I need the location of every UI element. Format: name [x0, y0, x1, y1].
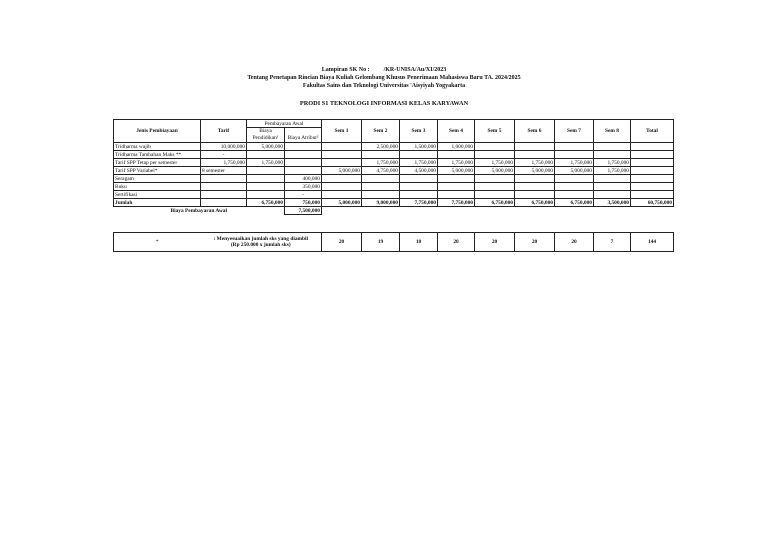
row-tarif: [201, 183, 247, 191]
row-sem-8: 1,750,000: [594, 159, 631, 167]
row-tarif: 10,000,000: [201, 143, 247, 151]
lampiran-label: Lampiran SK No :: [321, 67, 370, 73]
sks-table: [113, 232, 674, 252]
header-sem-2: Sem 2: [362, 120, 400, 143]
row-biaya-atribut: 350,000: [285, 183, 322, 191]
biaya-awal-value: 7,500,000: [285, 207, 322, 215]
row-sem-5: 5,000,000: [475, 167, 515, 175]
row-sem-7: 5,000,000: [555, 167, 594, 175]
row-sem-3: [400, 151, 438, 159]
jumlah-sem-6: 6,750,000: [515, 199, 555, 207]
jumlah-sem-2: 9,000,000: [362, 199, 400, 207]
fee-row: [114, 159, 674, 167]
row-sem-8: [594, 151, 631, 159]
row-total: [631, 159, 674, 167]
program-title: PRODI S1 TEKNOLOGI INFORMASI KELAS KARYAWAN: [299, 100, 469, 107]
row-sem-8: [594, 183, 631, 191]
row-label: Tarif SPP Tetap per semester: [114, 159, 201, 167]
fee-row: [114, 183, 674, 191]
sks-sem-3: 18: [400, 233, 438, 252]
jumlah-total: 60,750,000: [631, 199, 674, 207]
sks-note: [201, 233, 322, 252]
row-sem-3: 4,500,000: [400, 167, 438, 175]
row-sem-4: [438, 191, 475, 199]
sks-note-line-1: : Menyesuaikan jumlah sks yang diambil: [213, 235, 309, 242]
row-total: [631, 175, 674, 183]
row-sem-5: [475, 191, 515, 199]
header-biaya-pendidikan: Biaya Pendidikan¹: [247, 128, 285, 143]
header-sem-1: Sem 1: [322, 120, 362, 143]
row-sem-7: [555, 191, 594, 199]
header-pembayaran-awal: Pembayaran Awal: [247, 120, 322, 128]
sks-sem-7: 20: [555, 233, 594, 252]
row-tarif: 8 semester: [201, 167, 247, 175]
jumlah-ba: 750,000: [285, 199, 322, 207]
row-sem-6: 5,000,000: [515, 167, 555, 175]
row-sem-3: 1,750,000: [400, 159, 438, 167]
header-tarif: Tarif: [201, 120, 247, 143]
fee-rows: [114, 143, 674, 199]
row-sem-7: [555, 183, 594, 191]
row-sem-1: [322, 151, 362, 159]
row-total: [631, 183, 674, 191]
row-sem-4: 1,750,000: [438, 159, 475, 167]
header-total: Total: [631, 120, 674, 143]
lampiran-line: [0, 66, 768, 74]
row-tarif: [201, 175, 247, 183]
header-jenis: Jenis Pembiayaan: [114, 120, 201, 143]
sks-sem-8: 7: [594, 233, 631, 252]
row-biaya-atribut: [285, 143, 322, 151]
header-sem-3: Sem 3: [400, 120, 438, 143]
jumlah-sem-4: 7,750,000: [438, 199, 475, 207]
row-sem-5: [475, 175, 515, 183]
row-biaya-atribut: [285, 167, 322, 175]
row-total: [631, 191, 674, 199]
document-subtitle: Tentang Penetapan Rincian Biaya Kuliah Gelombang Khusus Penerimaan Mahasiswa Baru TA. 2024/2025: [247, 75, 521, 81]
row-sem-4: [438, 183, 475, 191]
row-sem-3: [400, 191, 438, 199]
row-sem-4: [438, 151, 475, 159]
row-tarif: [201, 191, 247, 199]
row-sem-7: 1,750,000: [555, 159, 594, 167]
sks-row: [114, 233, 674, 252]
row-biaya-pendidikan: [247, 151, 285, 159]
jumlah-label: Jumlah: [114, 199, 201, 207]
row-sem-8: [594, 191, 631, 199]
row-tarif: -: [201, 151, 247, 159]
row-sem-5: 1,750,000: [475, 159, 515, 167]
row-sem-7: [555, 151, 594, 159]
row-sem-4: 1,000,000: [438, 143, 475, 151]
row-biaya-atribut: -: [285, 191, 322, 199]
header-sem-5: Sem 5: [475, 120, 515, 143]
row-tarif: 1,750,000: [201, 159, 247, 167]
jumlah-sem-7: 6,750,000: [555, 199, 594, 207]
row-sem-2: [362, 183, 400, 191]
fee-row: [114, 151, 674, 159]
row-sem-2: 1,750,000: [362, 159, 400, 167]
header-sem-4: Sem 4: [438, 120, 475, 143]
jumlah-sem-1: 5,000,000: [322, 199, 362, 207]
row-sem-1: [322, 175, 362, 183]
row-biaya-pendidikan: [247, 191, 285, 199]
row-label: Tridharma wajib: [114, 143, 201, 151]
jumlah-sem-5: 6,750,000: [475, 199, 515, 207]
row-biaya-pendidikan: 1,750,000: [247, 159, 285, 167]
header-sem-6: Sem 6: [515, 120, 555, 143]
sks-sem-6: 20: [515, 233, 555, 252]
row-label: Seragam: [114, 175, 201, 183]
row-sem-5: [475, 143, 515, 151]
row-sem-6: 1,750,000: [515, 159, 555, 167]
row-sem-6: [515, 175, 555, 183]
sks-total: 144: [631, 233, 674, 252]
row-sem-6: [515, 191, 555, 199]
row-sem-2: [362, 191, 400, 199]
row-sem-7: [555, 175, 594, 183]
biaya-awal-label: Biaya Pembayaran Awal: [114, 207, 285, 215]
header-biaya-atribut: Biaya Atribut²: [285, 133, 322, 142]
row-sem-4: 5,000,000: [438, 167, 475, 175]
sks-sem-2: 19: [362, 233, 400, 252]
fee-table: [113, 119, 674, 215]
row-sem-3: 1,500,000: [400, 143, 438, 151]
header-sem-8: Sem 8: [594, 120, 631, 143]
row-sem-1: 5,000,000: [322, 167, 362, 175]
fee-row: [114, 191, 674, 199]
fee-row: [114, 167, 674, 175]
sk-number: /KR-UNISA/Au/XI/2023: [383, 67, 447, 73]
sks-marker: *: [114, 233, 201, 252]
row-biaya-pendidikan: [247, 167, 285, 175]
jumlah-sem-8: 3,500,000: [594, 199, 631, 207]
row-sem-2: 4,750,000: [362, 167, 400, 175]
sks-sem-5: 20: [475, 233, 515, 252]
row-sem-6: [515, 183, 555, 191]
fee-row: [114, 143, 674, 151]
row-label: Sertifikasi: [114, 191, 201, 199]
row-sem-2: 2,500,000: [362, 143, 400, 151]
biaya-awal-row: [114, 207, 674, 215]
row-sem-2: [362, 175, 400, 183]
sks-sem-4: 20: [438, 233, 475, 252]
header-sem-7: Sem 7: [555, 120, 594, 143]
row-sem-5: [475, 183, 515, 191]
row-sem-4: [438, 175, 475, 183]
row-sem-7: [555, 143, 594, 151]
row-total: [631, 167, 674, 175]
row-biaya-atribut: 400,000: [285, 175, 322, 183]
fee-row: [114, 175, 674, 183]
jumlah-bp: 6,750,000: [247, 199, 285, 207]
row-sem-5: [475, 151, 515, 159]
row-sem-1: [322, 183, 362, 191]
row-label: Tridharma Tambahan Maks **: [114, 151, 201, 159]
row-sem-1: [322, 191, 362, 199]
row-sem-8: 1,750,000: [594, 167, 631, 175]
row-sem-6: [515, 143, 555, 151]
row-biaya-pendidikan: [247, 183, 285, 191]
row-biaya-pendidikan: 5,000,000: [247, 143, 285, 151]
row-biaya-atribut: [285, 151, 322, 159]
jumlah-row: [114, 199, 674, 207]
row-sem-1: [322, 143, 362, 151]
sks-sem-1: 20: [322, 233, 362, 252]
sks-note-line-2: (Rp 250.000 x jumlah sks): [230, 242, 291, 248]
row-sem-3: [400, 175, 438, 183]
jumlah-sem-3: 7,750,000: [400, 199, 438, 207]
row-sem-8: [594, 143, 631, 151]
row-sem-1: [322, 159, 362, 167]
row-sem-2: [362, 151, 400, 159]
row-sem-3: [400, 183, 438, 191]
row-biaya-atribut: [285, 159, 322, 167]
row-total: [631, 151, 674, 159]
row-sem-8: [594, 175, 631, 183]
row-label: Buku: [114, 183, 201, 191]
row-label: Tarif SPP Variabel*: [114, 167, 201, 175]
row-total: [631, 143, 674, 151]
faculty-name: Fakultas Sains dan Teknologi Universitas 'Aisyiyah Yogyakarta: [302, 83, 466, 89]
row-biaya-pendidikan: [247, 175, 285, 183]
row-sem-6: [515, 151, 555, 159]
